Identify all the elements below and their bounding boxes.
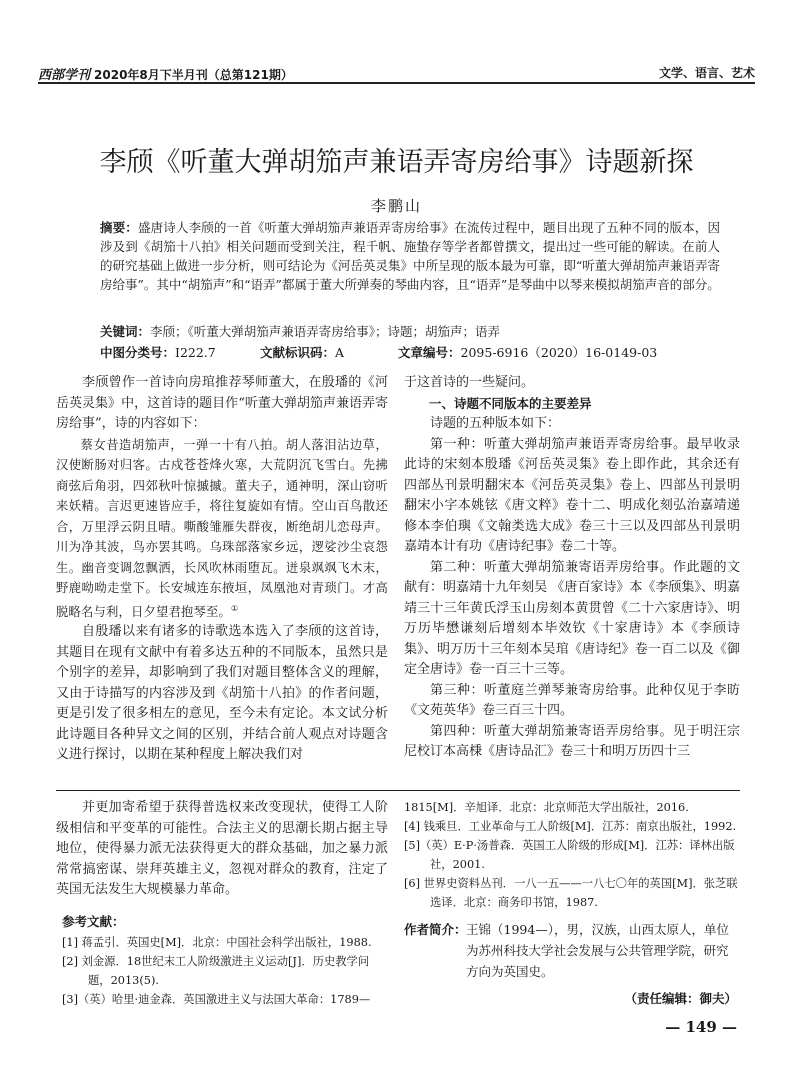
reference-item: 1815[M]．辛旭译．北京：北京师范大学出版社，2016. [404, 801, 689, 814]
article-title: 李颀《听董大弹胡笳声兼语弄寄房给事》诗题新探 [99, 147, 694, 178]
references-left [62, 933, 388, 1009]
previous-article-ending [56, 798, 388, 901]
paragraph: 诗题的五种版本如下： [430, 416, 561, 431]
abstract-label: 摘要： [100, 220, 138, 235]
running-header [38, 62, 755, 84]
references-title: 参考文献： [62, 914, 125, 929]
bio-text: 王锦（1994—），男，汉族，山西太原人，单位为苏州科技大学社会发展与公共管理学院，研究方向为英国史。 [466, 922, 730, 979]
keywords-label: 关键词： [100, 324, 151, 339]
reference-item: [5]（英）E·P·汤普森．英国工人阶级的形成[M]．江苏：译林出版社，2001. [404, 839, 735, 871]
references-right [404, 798, 740, 912]
paragraph: 第四种：听董大弹胡笳兼寄语弄房给事。见于明汪宗尼校订本高棅《唐诗品汇》卷三十和明万历四十三 [404, 723, 740, 759]
reference-item: [4] 钱乘旦．工业革命与工人阶级[M]．江苏：南京出版社，1992. [404, 820, 737, 833]
section-divider [56, 790, 740, 791]
responsible-editor: （责任编辑：御夫） [624, 991, 737, 1006]
reference-item: [1] 蒋孟引．英国史[M]．北京：中国社会科学出版社，1988. [62, 936, 372, 949]
reference-item: [2] 刘金源．18世纪末工人阶级激进主义运动[J]．历史教学问题，2013(5). [62, 955, 370, 987]
keywords [100, 323, 720, 341]
keywords-text: 李颀；《听董大弹胡笳声兼语弄寄房给事》；诗题；胡笳声；语弄 [150, 324, 501, 339]
abstract-text: 盛唐诗人李颀的一首《听董大弹胡笳声兼语弄寄房给事》在流传过程中，题目出现了五种不同的版本，因涉及到《胡笳十八拍》相关问题而受到关注，程千帆、施蛰存等学者都曾撰文，提出过一些可能的解读。在前人的研究基础上做进一步分析，则可结论为《河岳英灵集》中所呈现的版本最为可靠，即“听董大弹胡笳声兼语弄寄房给事”。其中“胡笳声”和“语弄”都属于董大所弹奏的琴曲内容，且“语弄”是琴曲中以琴来模拟胡笳声音的部分。 [100, 220, 720, 292]
document-code: 文献标识码：A [260, 345, 345, 360]
body-column-right [404, 373, 740, 763]
author-bio [404, 919, 740, 982]
paragraph: 于这首诗的一些疑问。 [404, 375, 535, 390]
paragraph: 李颀曾作一首诗向房琯推荐琴师董大，在殷璠的《河岳英灵集》中，这首诗的题目作“听董大弹胡笳声兼语弄寄房给事”，诗的内容如下： [56, 375, 388, 431]
footnote-marker: ① [230, 603, 239, 613]
issue-info: 2020年8月下半月刊（总第121期） [94, 68, 293, 82]
section-name: 文学、语言、艺术 [658, 66, 755, 80]
article-author: 李鹏山 [370, 197, 422, 215]
paragraph: 并更加寄希望于获得普选权来改变现状，使得工人阶级相信和平变革的可能性。合法主义的思潮长期占据主导地位，使得暴力派无法获得更大的群众基础，加之暴力派常常搞密谋、崇拜英雄主义，忽视对群众的教育，注定了英国无法发生大规模暴力革命。 [56, 800, 388, 897]
section-heading: 一、诗题不同版本的主要差异 [429, 395, 592, 411]
abstract [100, 218, 720, 294]
page-number: — 149 — [665, 1018, 737, 1036]
header-left [38, 64, 293, 83]
clc-number: 中图分类号：I222.7 [100, 345, 216, 360]
article-number: 文章编号：2095-6916（2020）16-0149-03 [398, 345, 658, 360]
bio-label: 作者简介： [404, 922, 467, 937]
body-column-left [56, 373, 388, 766]
paragraph: 第三种：听董庭兰弹琴兼寄房给事。此种仅见于李昉《文苑英华》卷三百三十四。 [404, 682, 740, 718]
poem-text: 蔡女昔造胡笳声，一弹一十有八拍。胡人落泪沾边草，汉使断肠对归客。古戍苍苍烽火寒，大荒阴沉飞雪白。先拂商弦后角羽，四郊秋叶惊摵摵。董夫子，通神明，深山窃听来妖精。言迟更速皆应手，将往复旋如有情。空山百鸟散还合，万里浮云阴且晴。嘶酸雏雁失群夜，断绝胡儿恋母声。川为净其波，鸟亦罢其鸣。乌珠部落家乡远，逻娑沙尘哀怨生。幽音变调忽飘洒，长风吹林雨堕瓦。迸泉飒飒飞木末，野鹿呦呦走堂下。长安城连东掖垣，凤凰池对青琐门。才高脱略名与利，日夕望君抱琴至。① [56, 437, 388, 619]
reference-item: [3]（英）哈里·迪金森．英国激进主义与法国大革命：1789— [62, 993, 371, 1006]
paragraph: 第二种：听董大弹胡笳兼寄语弄房给事。作此题的文献有：明嘉靖十九年刻吴 《唐百家诗》本《李颀集》、明嘉靖三十三年黄氏浮玉山房刻本黄贯曾《二十六家唐诗》、明万历毕懋谦刻后增刻本毕效钦《十家唐诗》本《李颀诗集》、明万历十三年刻本吴琯《唐诗纪》卷一百二以及《御定全唐诗》卷一百三十三等。 [404, 559, 740, 677]
journal-name: 西部学刊 [38, 68, 91, 83]
paragraph: 自殷璠以来有诸多的诗歌选本选入了李颀的这首诗，其题目在现有文献中有着多达五种的不同版本，虽然只是个别字的差异，却影响到了我们对题目整体含义的理解，又由于诗描写的内容涉及到《胡笳十八拍》的作者问题，更是引发了很多相左的意见，至今未有定论。本文试分析此诗题目各种异文之间的区别，并结合前人观点对诗题含义进行探讨，以期在某种程度上解决我们对 [56, 624, 388, 763]
paragraph: 第一种：听董大弹胡笳声兼语弄寄房给事。最早收录此诗的宋刻本殷璠《河岳英灵集》卷上即作此，其余还有四部丛刊景明翻宋本《河岳英灵集》卷上、四部丛刊景明翻宋小字本姚铉《唐文粹》卷十二、明成化刻弘治嘉靖递修本李伯璵《文翰类选大成》卷三十三以及四部丛刊景明嘉靖本计有功《唐诗纪事》卷二十等。 [404, 436, 740, 554]
reference-item: [6] 世界史资料丛刊．一八一五——一八七〇年的英国[M]．张芝联选译．北京：商务印书馆，1987. [404, 877, 738, 909]
